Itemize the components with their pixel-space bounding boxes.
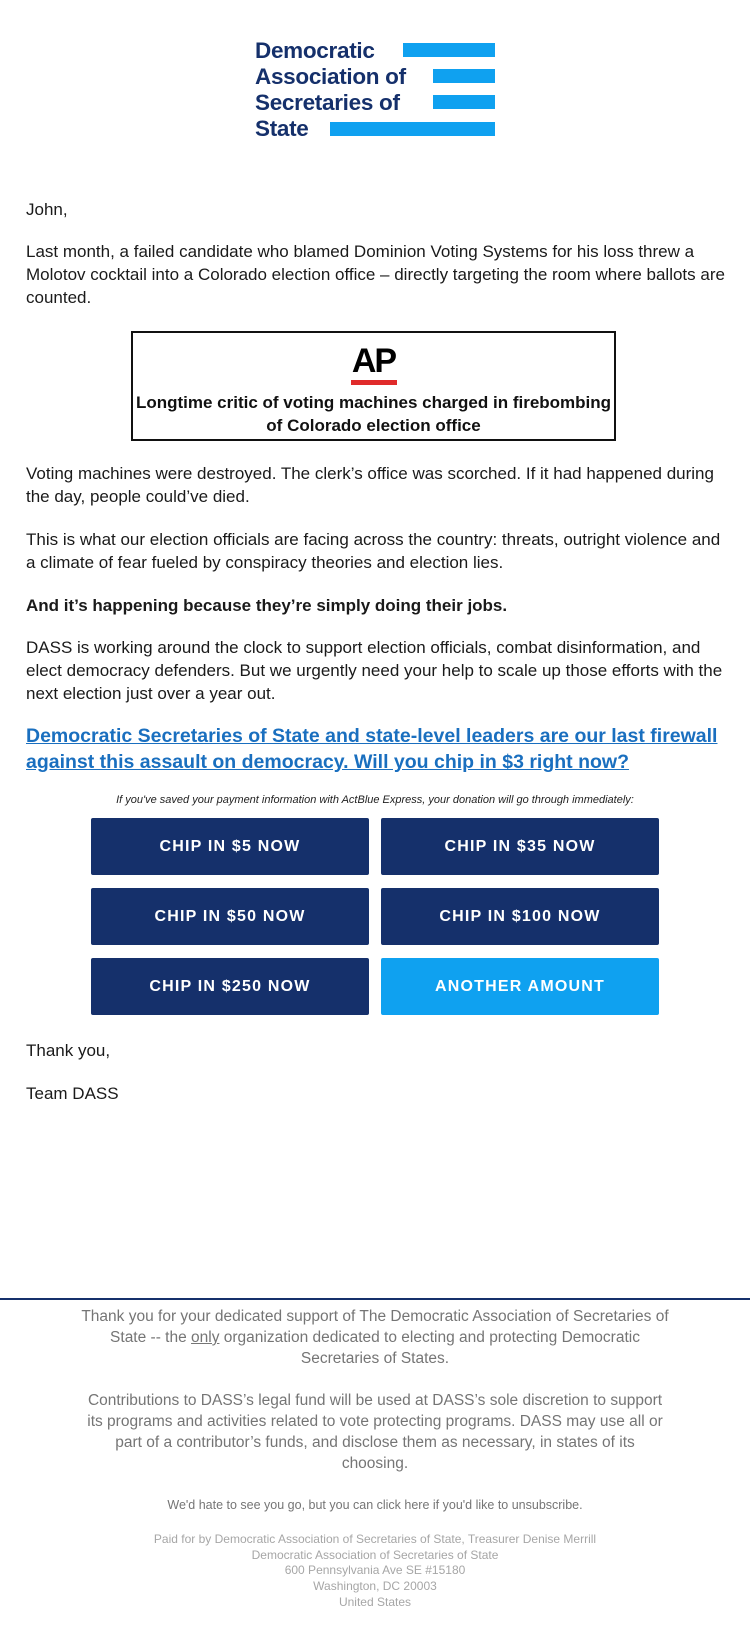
chip-in-5-button[interactable]: CHIP IN $5 NOW	[91, 818, 369, 875]
footer-divider	[0, 1298, 750, 1300]
logo-bar-2	[433, 69, 495, 83]
logo-line-2: Association of	[255, 64, 406, 89]
paid-line-1: Paid for by Democratic Association of Secretaries of State, Treasurer Denise Merrill	[153, 1532, 597, 1546]
paragraph-4-bold: And it’s happening because they’re simply doing their jobs.	[26, 596, 508, 615]
footer-thanks-emphasis: only	[191, 1329, 220, 1346]
unsubscribe-link[interactable]: We'd hate to see you go, but you can click here if you'd like to unsubscribe.	[167, 1498, 583, 1512]
news-headline: Longtime critic of voting machines charged in firebombing of Colorado election office	[135, 393, 612, 435]
signature: Team DASS	[26, 1084, 119, 1103]
news-card[interactable]	[131, 331, 616, 441]
logo-bar-1	[403, 43, 495, 57]
footer-thanks-post: organization dedicated to electing and protecting Democratic Secretaries of States.	[219, 1329, 640, 1367]
logo-line-3: Secretaries of	[255, 90, 400, 115]
footer-legal: Contributions to DASS’s legal fund will be used at DASS’s sole discretion to support its programs and activities related to vote protecting programs. DASS may use all or part of a contributor’s funds, and disclose them as necessary, in states of its choosing.	[87, 1392, 663, 1472]
paragraph-4	[26, 594, 726, 617]
paid-line-3: 600 Pennsylvania Ave SE #15180	[284, 1563, 466, 1578]
logo-bar-3	[433, 95, 495, 109]
actblue-express-note: If you've saved your payment information with ActBlue Express, your donation will go through immediately:	[116, 794, 634, 806]
logo-line-1: Democratic	[255, 38, 375, 63]
signoff: Thank you,	[26, 1041, 111, 1060]
another-amount-button[interactable]: ANOTHER AMOUNT	[381, 958, 659, 1015]
paid-line-4: Washington, DC 20003	[313, 1579, 437, 1594]
footer-thanks-pre: Thank you for your dedicated support of The Democratic Association of Secretaries of State -- the	[81, 1308, 669, 1346]
paragraph-1: Last month, a failed candidate who blamed Dominion Voting Systems for his loss threw a Molotov cocktail into a Colorado election office – directly targeting the room where ballots are counted.	[26, 242, 725, 307]
footer-thanks	[80, 1306, 670, 1369]
ap-logo: AP	[351, 342, 396, 380]
logo-line-4: State	[255, 116, 309, 141]
chip-in-50-button[interactable]: CHIP IN $50 NOW	[91, 888, 369, 945]
paragraph-2: Voting machines were destroyed. The clerk’s office was scorched. If it had happened during the day, people could’ve died.	[26, 464, 714, 506]
chip-in-250-button[interactable]: CHIP IN $250 NOW	[91, 958, 369, 1015]
donate-cta-link[interactable]: Democratic Secretaries of State and state-level leaders are our last firewall against this assault on democracy. Will you chip in $3 right now?	[26, 725, 718, 773]
paid-line-5: United States	[338, 1594, 412, 1609]
chip-in-100-button[interactable]: CHIP IN $100 NOW	[381, 888, 659, 945]
dass-logo	[255, 38, 495, 144]
paid-for-disclaimer	[0, 1532, 750, 1611]
greeting: John,	[26, 200, 68, 219]
logo-bar-4	[330, 122, 495, 136]
paragraph-3: This is what our election officials are facing across the country: threats, outright violence and a climate of fear fueled by conspiracy theories and election lies.	[26, 530, 721, 572]
ap-logo-underline	[351, 380, 397, 385]
paid-line-2: Democratic Association of Secretaries of State	[251, 1547, 499, 1562]
chip-in-35-button[interactable]: CHIP IN $35 NOW	[381, 818, 659, 875]
paragraph-5: DASS is working around the clock to support election officials, combat disinformation, and elect democracy defenders. But we urgently need your help to scale up those efforts with the next election just over a year out.	[26, 638, 723, 703]
